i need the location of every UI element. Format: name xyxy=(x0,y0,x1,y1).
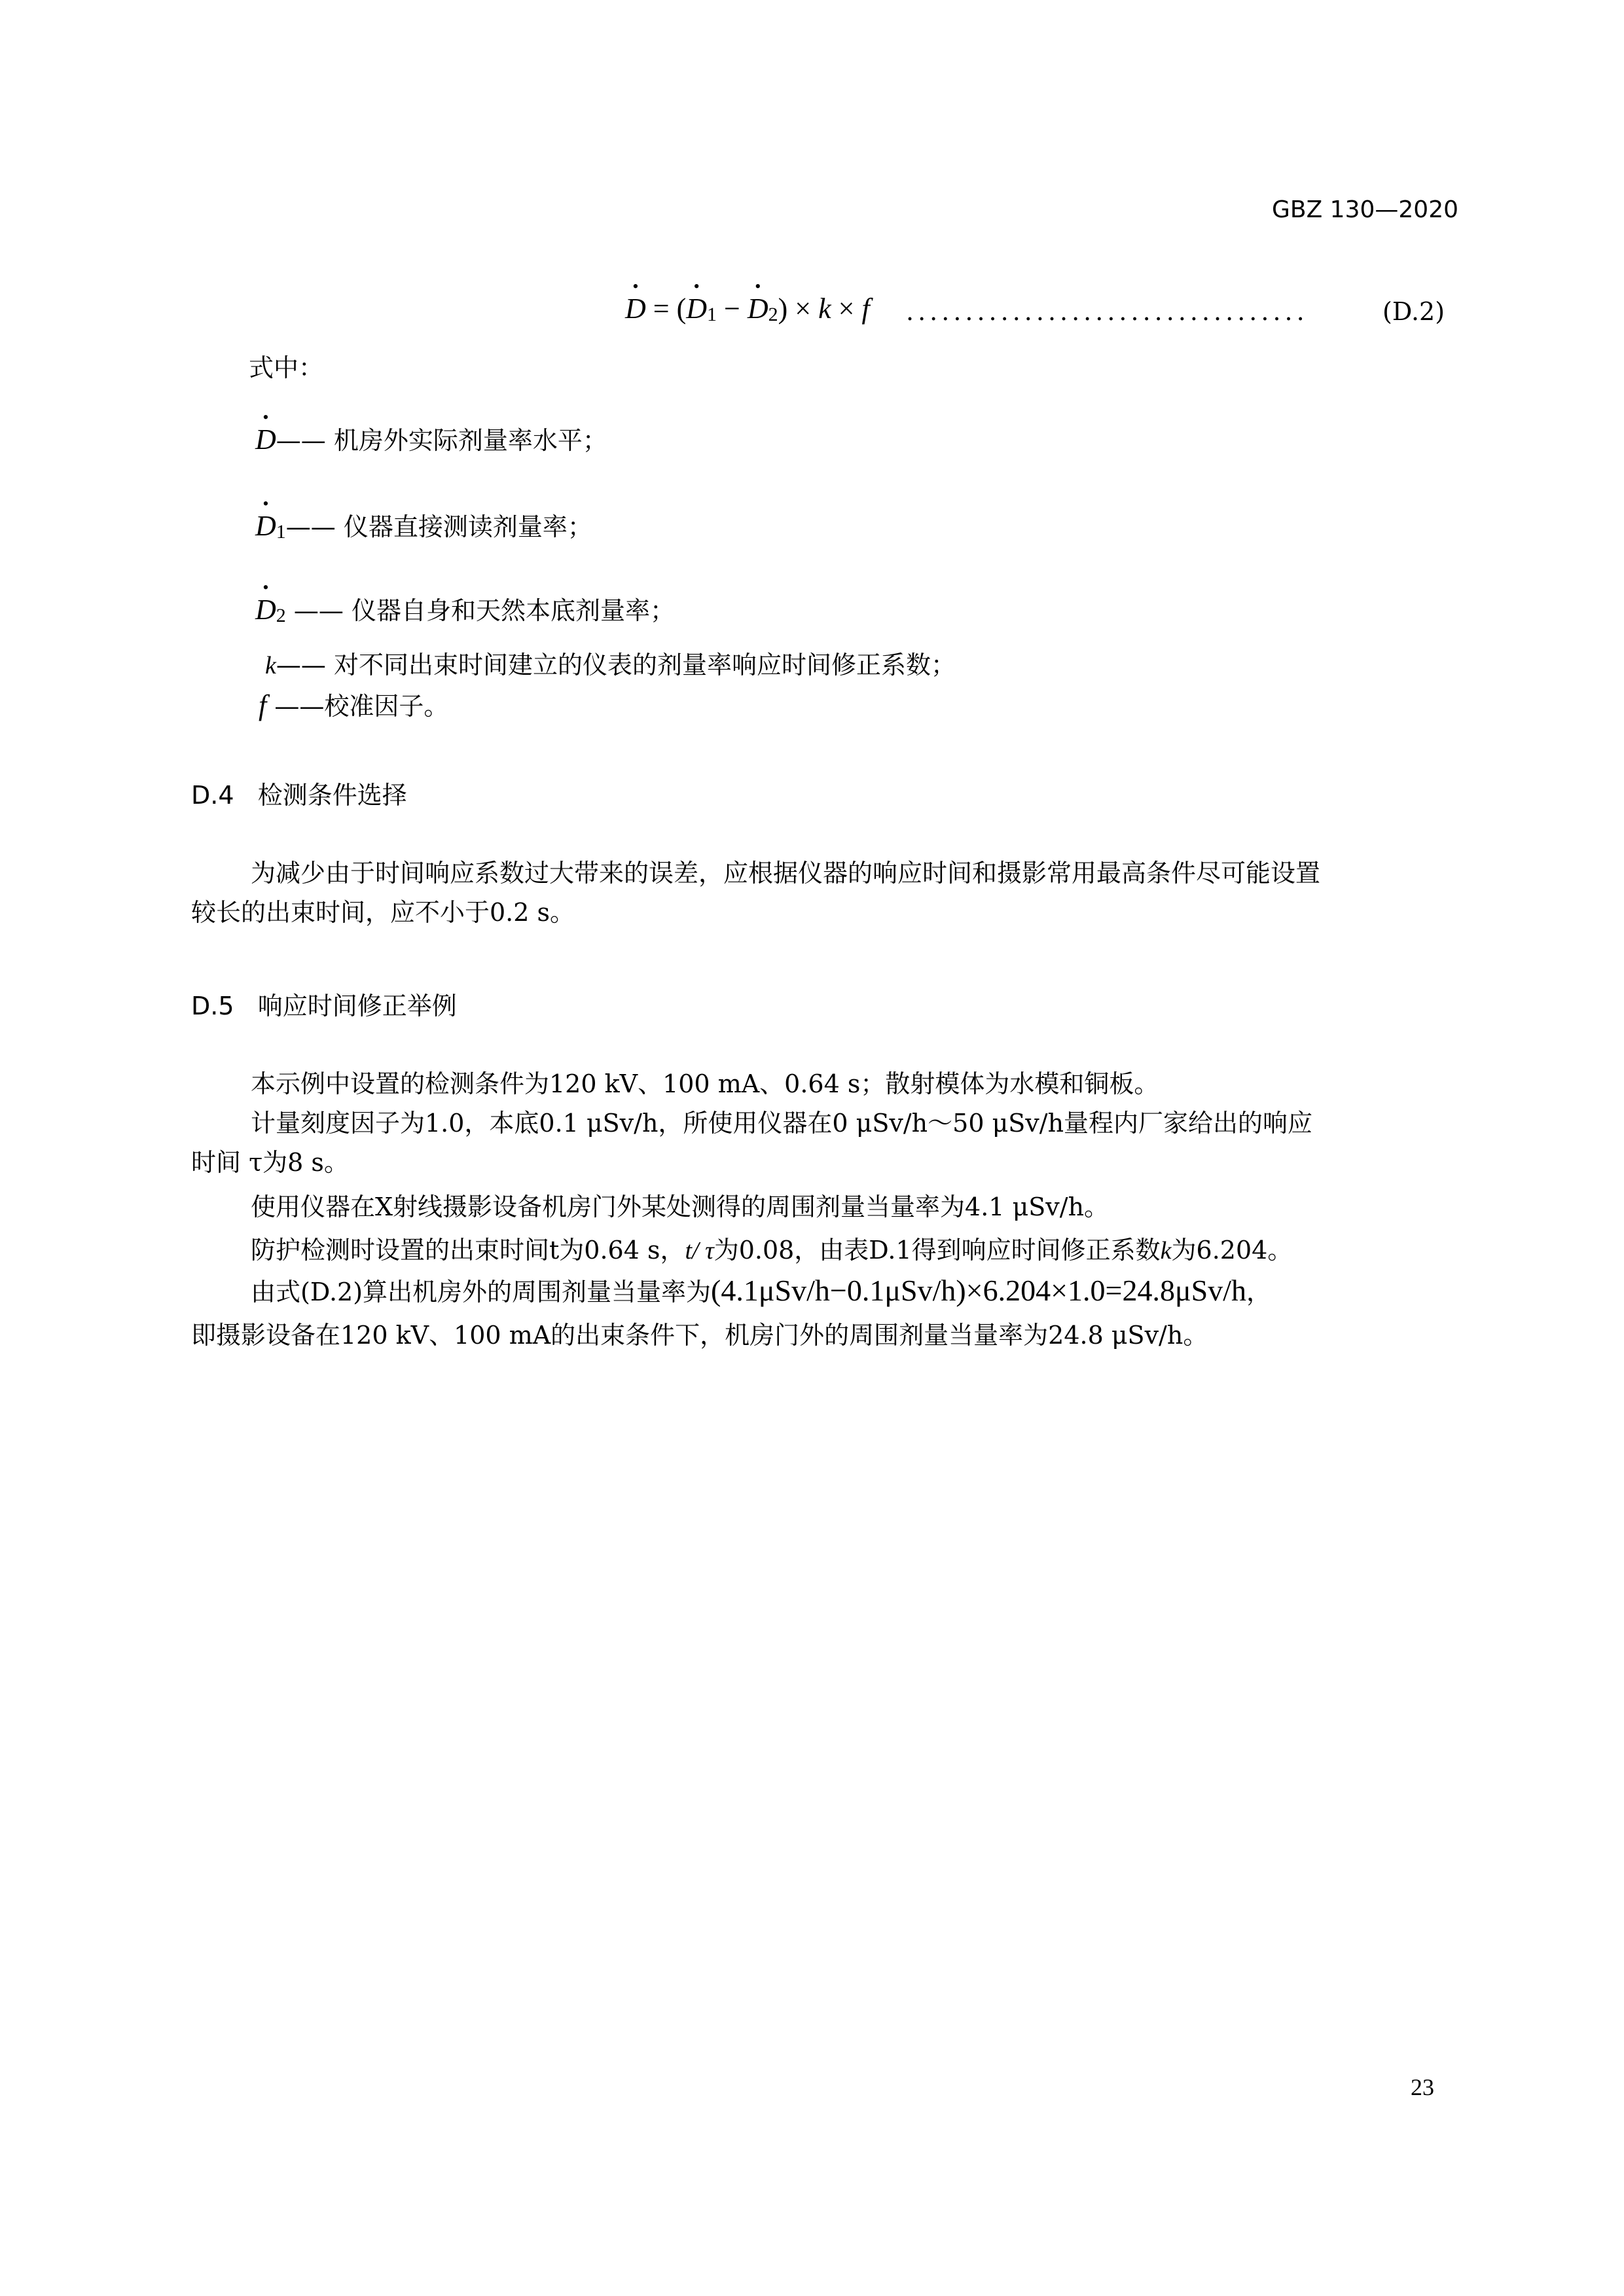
def-symbol: f xyxy=(259,689,267,721)
section-d5-paragraph-6: 即摄影设备在120 kV、100 mA的出束条件下，机房门外的周围剂量当量率为24.8 μSv/h。 xyxy=(191,1321,1208,1350)
def-text: 仪器自身和天然本底剂量率； xyxy=(351,596,675,625)
definition-f: f ——校准因子。 xyxy=(259,689,449,721)
section-heading-d5 xyxy=(191,986,457,1022)
definition-d2: • D2 —— 仪器自身和天然本底剂量率； xyxy=(255,594,675,632)
def-text: 对不同出束时间建立的仪表的剂量率响应时间修正系数； xyxy=(333,651,956,679)
def-symbol: • D xyxy=(255,594,276,626)
section-d4-paragraph-line1: 为减少由于时间响应系数过大带来的误差，应根据仪器的响应时间和摄影常用最高条件尽可能设置 xyxy=(251,859,1321,888)
def-symbol: • D xyxy=(255,511,276,542)
formula-symbol-d2: • D xyxy=(748,293,768,325)
document-code: GBZ 130—2020 xyxy=(1271,196,1458,223)
definition-d: • D—— 机房外实际剂量率水平； xyxy=(255,424,607,456)
section-d5-paragraph-4: 防护检测时设置的出束时间t为0.64 s，t/ τ为0.08，由表D.1得到响应时间修正系数k为6.204。 xyxy=(251,1236,1293,1265)
def-text: 机房外实际剂量率水平； xyxy=(333,426,607,455)
definition-d1: • D1—— 仪器直接测读剂量率； xyxy=(255,511,592,548)
section-number: D.5 xyxy=(191,992,234,1020)
formula-symbol-d1: • D xyxy=(686,293,707,325)
formula-d2: • D = (• D1 − • D2) × k × f xyxy=(625,293,870,331)
section-title: 检测条件选择 xyxy=(257,781,407,810)
section-d5-paragraph-2-line2: 时间 τ为8 s。 xyxy=(191,1148,349,1177)
section-d4-paragraph-line2: 较长的出束时间，应不小于0.2 s。 xyxy=(191,898,575,927)
where-intro: 式中： xyxy=(249,353,324,382)
formula-leader-dots: .................................. xyxy=(906,297,1308,326)
section-d5-paragraph-5: 由式(D.2)算出机房外的周围剂量当量率为(4.1μSv/h−0.1μSv/h)×6.204×1.0=24.8μSv/h， xyxy=(251,1274,1272,1307)
definition-k: k—— 对不同出束时间建立的仪表的剂量率响应时间修正系数； xyxy=(265,651,956,679)
section-number: D.4 xyxy=(191,781,234,810)
calculation-equation: (4.1μSv/h−0.1μSv/h)×6.204×1.0=24.8μSv/h xyxy=(711,1274,1247,1307)
page-number: 23 xyxy=(1411,2074,1434,2100)
formula-symbol-d: • D xyxy=(625,293,646,325)
section-d5-paragraph-3: 使用仪器在X射线摄影设备机房门外某处测得的周围剂量当量率为4.1 μSv/h。 xyxy=(251,1193,1110,1221)
formula-label: (D.2) xyxy=(1382,297,1445,326)
section-title: 响应时间修正举例 xyxy=(257,992,457,1020)
def-text: 校准因子。 xyxy=(324,692,449,721)
def-symbol: k xyxy=(265,652,276,679)
def-text: 仪器直接测读剂量率； xyxy=(343,512,592,541)
section-heading-d4 xyxy=(191,775,407,811)
section-d5-paragraph-1: 本示例中设置的检测条件为120 kV、100 mA、0.64 s；散射模体为水模和铜板。 xyxy=(251,1069,1159,1098)
def-symbol: • D xyxy=(255,424,276,456)
section-d5-paragraph-2-line1: 计量刻度因子为1.0，本底0.1 μSv/h，所使用仪器在0 μSv/h～50 μSv/h量程内厂家给出的响应 xyxy=(251,1109,1313,1138)
